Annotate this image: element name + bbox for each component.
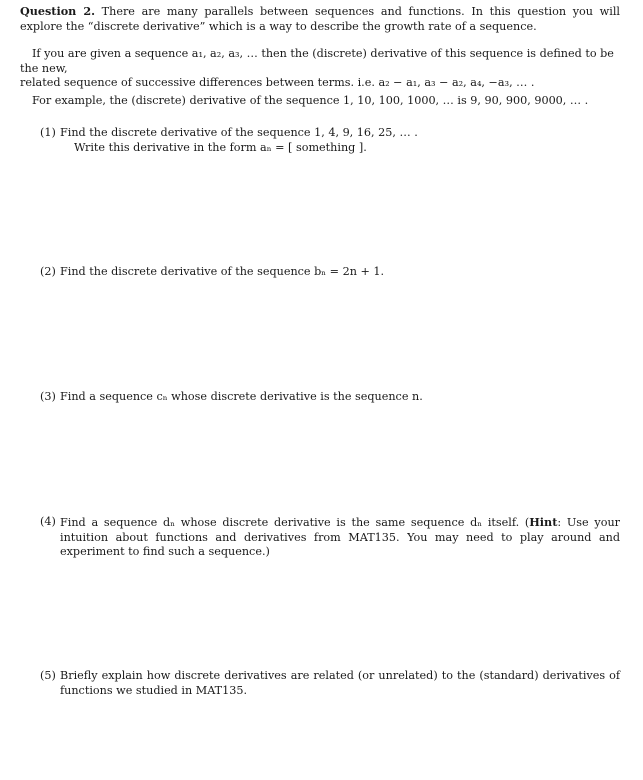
definition-line-2: related sequence of successive differences between terms. i.e. a₂ − a₁, a₃ − a₂, a₄, −a₃, … . (20, 76, 535, 90)
part-4-text-post: : Use your intuition about functions and derivatives from MAT135. You may need to play around and experiment to find such a sequence.) (60, 516, 621, 559)
part-3-text: Find a sequence cₙ whose discrete derivative is the sequence n. (60, 390, 423, 403)
question-intro-text: There are many parallels between sequences and functions. In this question you will explore the “discrete derivative” which is a way to describe the growth rate of a sequence. (20, 5, 620, 33)
example-paragraph: For example, the (discrete) derivative of the sequence 1, 10, 100, 1000, … is 9, 90, 900, 9000, … . (32, 94, 589, 107)
part-3 (40, 390, 620, 405)
part-2 (40, 265, 620, 280)
part-2-number: (2) (40, 265, 56, 278)
part-5 (40, 669, 620, 698)
part-4-text-pre: Find a sequence dₙ whose discrete derivative is the same sequence dₙ itself. ( (60, 516, 530, 529)
part-3-number: (3) (40, 390, 56, 403)
part-4-number: (4) (40, 515, 56, 528)
part-1 (40, 126, 620, 155)
part-2-text: Find the discrete derivative of the sequence bₙ = 2n + 1. (60, 265, 385, 278)
part-5-text: Briefly explain how discrete derivatives are related (or unrelated) to the (standard) derivatives of functions we studied in MAT135. (60, 669, 620, 697)
definition-line-1: If you are given a sequence a₁, a₂, a₃, … then the (discrete) derivative of this sequence is defined to be the new, (20, 47, 614, 75)
hint-label: Hint (529, 515, 558, 529)
definition-paragraph (20, 47, 620, 91)
part-4 (40, 515, 620, 560)
question-heading: Question 2. (20, 4, 95, 18)
part-5-number: (5) (40, 669, 56, 682)
part-1-line-2: Write this derivative in the form aₙ = [ something ]. (74, 140, 367, 154)
part-1-line-1: Find the discrete derivative of the sequence 1, 4, 9, 16, 25, … . (60, 126, 418, 139)
part-1-number: (1) (40, 126, 56, 139)
part-4-text (60, 515, 620, 560)
question-intro (20, 4, 620, 34)
